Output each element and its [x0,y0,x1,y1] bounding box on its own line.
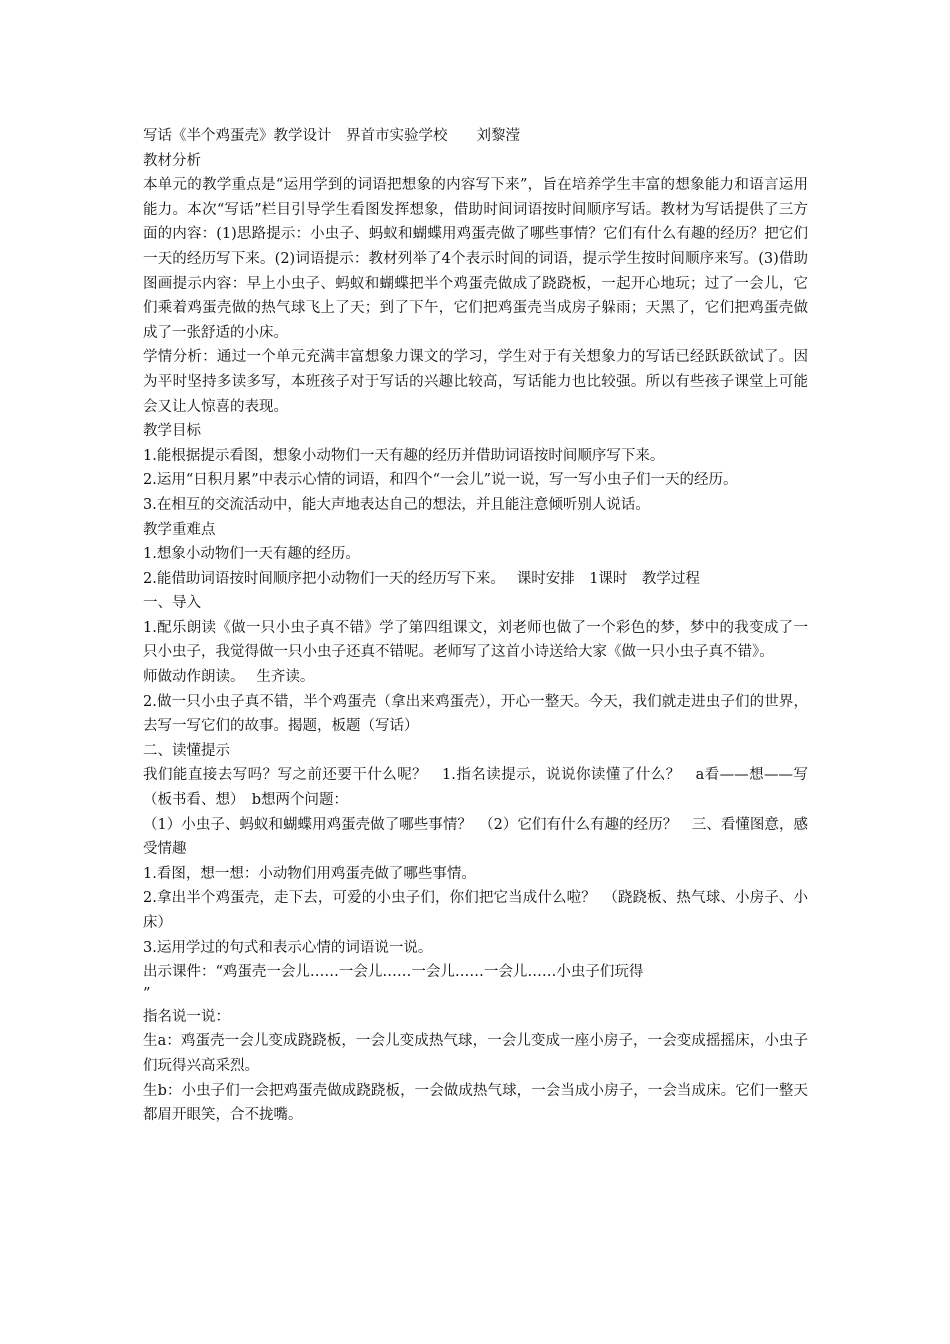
heading-read-prompts: 二、读懂提示 [143,742,230,759]
look-item-2: 2.拿出半个鸡蛋壳，走下去，可爱的小虫子们，你们把它当成什么啦？ （跷跷板、热气球、小房子、小床） [143,890,808,931]
student-b-answer: 生b：小虫子们一会把鸡蛋壳做成跷跷板，一会做成热气球，一会当成小房子，一会当成床。它们一整天都眉开眼笑，合不拢嘴。 [143,1082,808,1124]
intro-paragraph-2: 2.做一只小虫子真不错，半个鸡蛋壳（拿出来鸡蛋壳），开心一整天。今天，我们就走进虫子们的世界，去写一写它们的故事。揭题，板题（写话） [143,693,808,735]
goal-item-2: 2.运用“日积月累”中表示心情的词语，和四个“一会儿”说一说，写一写小虫子们一天的经历。 [143,472,738,489]
paragraph-materials: 本单元的教学重点是“运用学到的词语把想象的内容写下来”，旨在培养学生丰富的想象能力和语言运用能力。本次“写话”栏目引导学生看图发挥想象，借助时间词语按时间顺序写话。教材为写话提供了三方面的内容：(1)思路提示：小虫子、蚂蚁和蝴蝶用鸡蛋壳做了哪些事情？它们有什么有趣的经历？把它们一天的经历写下来。(2)词语提示：教材列举了4个表示时间的词语，提示学生按时间顺序来写。(3)借助图画提示内容：早上小虫子、蚂蚁和蝴蝶把半个鸡蛋壳做成了跷跷板，一起开心地玩；过了一会儿，它们乘着鸡蛋壳做的热气球飞上了天；到了下午，它们把鸡蛋壳当成房子躲雨；天黑了，它们把鸡蛋壳做成了一张舒适的小床。 [143,177,808,341]
heading-key-points: 教学重难点 [143,521,216,538]
read-paragraph-2: （1）小虫子、蚂蚁和蝴蝶用鸡蛋壳做了哪些事情？ （2）它们有什么有趣的经历？ 三、看懂图意，感受情趣 [143,816,808,858]
goal-item-1: 1.能根据提示看图，想象小动物们一天有趣的经历并借助词语按时间顺序写下来。 [143,447,665,464]
key-point-1: 1.想象小动物们一天有趣的经历。 [143,546,360,563]
courseware-close-quote: ” [143,985,151,1002]
read-paragraph-1: 我们能直接去写吗？写之前还要干什么呢？ 1.指名读提示，说说你读懂了什么？ a看——想——写（板书看、想） b想两个问题： [143,767,808,809]
goal-item-3: 3.在相互的交流活动中，能大声地表达自己的想法，并且能注意倾听别人说话。 [143,496,650,513]
paragraph-students: 学情分析：通过一个单元充满丰富想象力课文的学习，学生对于有关想象力的写话已经跃跃欲试了。因为平时坚持多读多写，本班孩子对于写话的兴趣比较高，写话能力也比较强。所以有些孩子课堂上可能会又让人惊喜的表现。 [143,349,808,415]
heading-goals: 教学目标 [143,423,201,440]
key-point-2: 2.能借助词语按时间顺序把小动物们一天的经历写下来。 课时安排 1课时 教学过程 [143,570,700,587]
document-body [143,124,808,1128]
intro-read-line: 师做动作朗读。 生齐读。 [143,669,315,686]
heading-intro: 一、导入 [143,595,201,612]
heading-materials: 教材分析 [143,152,201,169]
student-a-answer: 生a：鸡蛋壳一会儿变成跷跷板，一会儿变成热气球，一会儿变成一座小房子，一会变成摇摇床，小虫子们玩得兴高采烈。 [143,1033,808,1074]
look-item-1: 1.看图，想一想：小动物们用鸡蛋壳做了哪些事情。 [143,865,476,882]
document-title-line: 写话《半个鸡蛋壳》教学设计 界首市实验学校 刘黎滢 [143,128,520,144]
courseware-line: 出示课件：“鸡蛋壳一会儿……一会儿……一会儿……一会儿……小虫子们玩得 [143,964,644,981]
named-say-line: 指名说一说： [143,1008,230,1025]
look-item-3: 3.运用学过的句式和表示心情的词语说一说。 [143,939,433,956]
intro-paragraph-1: 1.配乐朗读《做一只小虫子真不错》学了第四组课文，刘老师也做了一个彩色的梦，梦中的我变成了一只小虫子，我觉得做一只小虫子还真不错呢。老师写了这首小诗送给大家《做一只小虫子真不错》。 [143,619,808,661]
